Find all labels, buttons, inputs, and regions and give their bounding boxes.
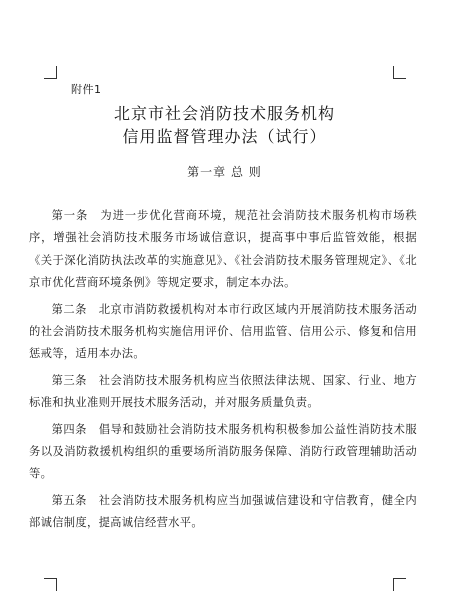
article-3: 第三条 社会消防技术服务机构应当依照法律法规、国家、行业、地方标准和执业准则开展技术服务活动，并对服务质量负责。 (29, 373, 417, 410)
crop-mark-bottom-left (44, 578, 57, 591)
document-title-line2: 信用监督管理办法（试行） (122, 127, 327, 146)
article-5: 第五条 社会消防技术服务机构应当加强诚信建设和守信教育，健全内部诚信制度，提高诚信经营水平。 (29, 493, 417, 530)
document-body (29, 205, 417, 539)
article-1: 第一条 为进一步优化营商环境，规范社会消防技术服务机构市场秩序，增强社会消防技术服务市场诚信意识，提高事中事后监管效能，根据《关于深化消防执法改革的实施意见》、《社会消防技术服务管理规定》、《北京市优化营商环境条例》等规定要求，制定本办法。 (29, 209, 417, 290)
crop-mark-top-left (44, 66, 57, 79)
crop-mark-bottom-right (393, 578, 406, 591)
chapter-heading: 第一章 总 则 (187, 165, 262, 179)
attachment-label: 附件1 (71, 83, 102, 96)
article-4: 第四条 倡导和鼓励社会消防技术服务机构积极参加公益性消防技术服务以及消防救援机构组织的重要场所消防服务保障、消防行政管理辅助活动等。 (29, 422, 417, 481)
article-2: 第二条 北京市消防救援机构对本市行政区域内开展消防技术服务活动的社会消防技术服务机构实施信用评价、信用监管、信用公示、修复和信用惩戒等，适用本办法。 (29, 302, 417, 361)
document-title-line1: 北京市社会消防技术服务机构 (113, 104, 335, 123)
crop-mark-top-right (393, 66, 406, 79)
